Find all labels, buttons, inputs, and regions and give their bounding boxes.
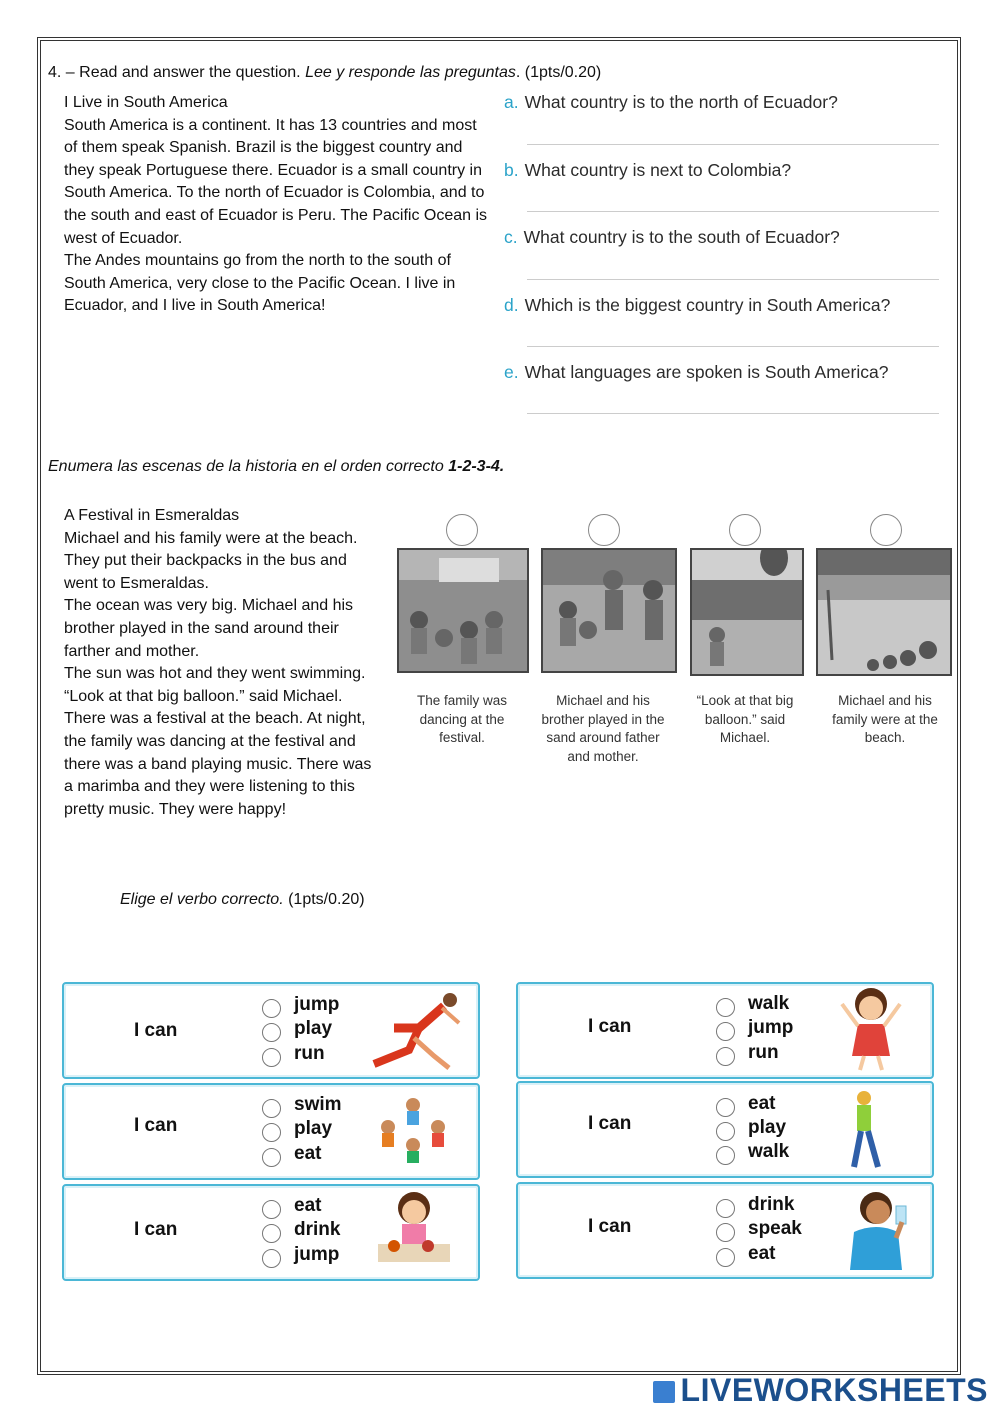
reading-heading: 4. – Read and answer the question. Lee y responde las preguntas. (1pts/0.20)	[48, 64, 602, 81]
radio-run[interactable]	[262, 1048, 281, 1067]
card-label: I can	[588, 1216, 632, 1237]
question-d: d. Which is the biggest country in South America?	[504, 295, 891, 315]
option-label: eat	[294, 1143, 322, 1164]
scene-caption: Michael and his family were at the beach.	[832, 693, 938, 745]
option-label: run	[748, 1042, 779, 1063]
radio-swim[interactable]	[262, 1099, 281, 1118]
festival-dancing-image	[397, 548, 529, 673]
reading-title: I Live in South America	[64, 94, 228, 111]
radio-walk[interactable]	[716, 998, 735, 1017]
balloon-image	[690, 548, 804, 676]
beach-family-image	[816, 548, 952, 676]
option-label: speak	[748, 1218, 802, 1239]
answer-line-b[interactable]	[527, 211, 939, 212]
order-input-scene-4[interactable]	[870, 514, 902, 546]
radio-eat[interactable]	[262, 1148, 281, 1167]
verb-instruction: Elige el verbo correcto. (1pts/0.20)	[120, 891, 365, 908]
radio-play[interactable]	[262, 1023, 281, 1042]
verb-card-walk	[516, 1081, 934, 1178]
question-b: b. What country is next to Colombia?	[504, 160, 792, 180]
verb-card-run	[62, 982, 480, 1079]
option-label: play	[294, 1018, 333, 1039]
story-paragraph: Michael and his family were at the beach. They put their backpacks in the bus and went to Esmeraldas.	[64, 529, 358, 592]
radio-play[interactable]	[716, 1122, 735, 1141]
answer-line-e[interactable]	[527, 413, 939, 414]
logo-icon	[653, 1381, 675, 1403]
option-label: jump	[294, 994, 340, 1015]
runner-picture	[364, 988, 464, 1070]
radio-jump[interactable]	[716, 1022, 735, 1041]
option-label: walk	[748, 1141, 790, 1162]
card-label: I can	[134, 1020, 178, 1041]
scene-caption: Michael and his brother played in the sand around father and mother.	[541, 693, 665, 764]
verb-card-drink	[516, 1182, 934, 1279]
beach-illustration	[818, 550, 950, 674]
reading-paragraph: The Andes mountains go from the north to the south of South America, very close to the Pacific Ocean. I live in Ecuador, and I live in South America!	[64, 252, 456, 315]
option-label: run	[294, 1043, 325, 1064]
balloon-illustration	[692, 550, 802, 674]
question-e: e. What languages are spoken is South America?	[504, 362, 889, 382]
radio-jump[interactable]	[262, 999, 281, 1018]
option-label: drink	[748, 1194, 795, 1215]
option-label: swim	[294, 1094, 342, 1115]
option-label: drink	[294, 1219, 341, 1240]
card-label: I can	[588, 1113, 632, 1134]
sand-play-illustration	[543, 550, 675, 671]
order-input-scene-3[interactable]	[729, 514, 761, 546]
radio-speak[interactable]	[716, 1223, 735, 1242]
option-label: play	[748, 1117, 787, 1138]
verb-card-play	[62, 1083, 480, 1180]
story-title: A Festival in Esmeraldas	[64, 507, 240, 524]
option-label: eat	[294, 1195, 322, 1216]
story-paragraph: The sun was hot and they went swimming. “Look at that big balloon.” said Michael. There was a festival at the beach. At night, the family was dancing at the festival and there was a band playing music. There was a marimba and they were listening to this pretty music. They were happy!	[64, 665, 372, 818]
card-label: I can	[134, 1219, 178, 1240]
card-label: I can	[134, 1115, 178, 1136]
radio-drink[interactable]	[716, 1199, 735, 1218]
jumping-girl-picture	[836, 984, 906, 1072]
verb-card-eat	[62, 1184, 480, 1281]
order-input-scene-1[interactable]	[446, 514, 478, 546]
radio-walk[interactable]	[716, 1146, 735, 1165]
scene-caption: “Look at that big balloon.” said Michael.	[696, 693, 794, 745]
liveworksheets-logo: LIVEWORKSHEETS	[653, 1372, 988, 1409]
option-label: walk	[748, 993, 790, 1014]
ordering-instruction: Enumera las escenas de la historia en el orden correcto 1-2-3-4.	[48, 458, 505, 475]
festival-illustration	[399, 550, 527, 671]
verb-card-jump	[516, 982, 934, 1079]
option-label: play	[294, 1118, 333, 1139]
kids-playing-picture	[378, 1095, 448, 1165]
radio-drink[interactable]	[262, 1224, 281, 1243]
option-label: jump	[294, 1244, 340, 1265]
boy-drinking-picture	[846, 1188, 916, 1270]
card-label: I can	[588, 1016, 632, 1037]
scene-caption: The family was dancing at the festival.	[416, 693, 508, 745]
question-a: a. What country is to the north of Ecuador?	[504, 92, 838, 112]
story-paragraph: The ocean was very big. Michael and his brother played in the sand around their farther and mother.	[64, 597, 354, 660]
radio-eat[interactable]	[716, 1098, 735, 1117]
reading-passage	[64, 92, 494, 318]
answer-line-c[interactable]	[527, 279, 939, 280]
radio-jump[interactable]	[262, 1249, 281, 1268]
order-input-scene-2[interactable]	[588, 514, 620, 546]
sand-play-image	[541, 548, 677, 673]
radio-eat[interactable]	[716, 1248, 735, 1267]
girl-eating-picture	[376, 1188, 452, 1266]
walking-boy-picture	[844, 1089, 888, 1173]
option-label: eat	[748, 1243, 776, 1264]
answer-line-a[interactable]	[527, 144, 939, 145]
radio-run[interactable]	[716, 1047, 735, 1066]
option-label: jump	[748, 1017, 794, 1038]
reading-paragraph: South America is a continent. It has 13 countries and most of them speak Spanish. Brazil is the biggest country and they speak Portuguese there. Ecuador is a small country in South America. To the north of Ecuador is Colombia, and to the south and east of Ecuador is Peru. The Pacific Ocean is west of Ecuador.	[64, 116, 488, 247]
answer-line-d[interactable]	[527, 346, 939, 347]
radio-play[interactable]	[262, 1123, 281, 1142]
story-passage	[64, 505, 384, 821]
option-label: eat	[748, 1093, 776, 1114]
question-c: c. What country is to the south of Ecuador?	[504, 227, 840, 247]
radio-eat[interactable]	[262, 1200, 281, 1219]
